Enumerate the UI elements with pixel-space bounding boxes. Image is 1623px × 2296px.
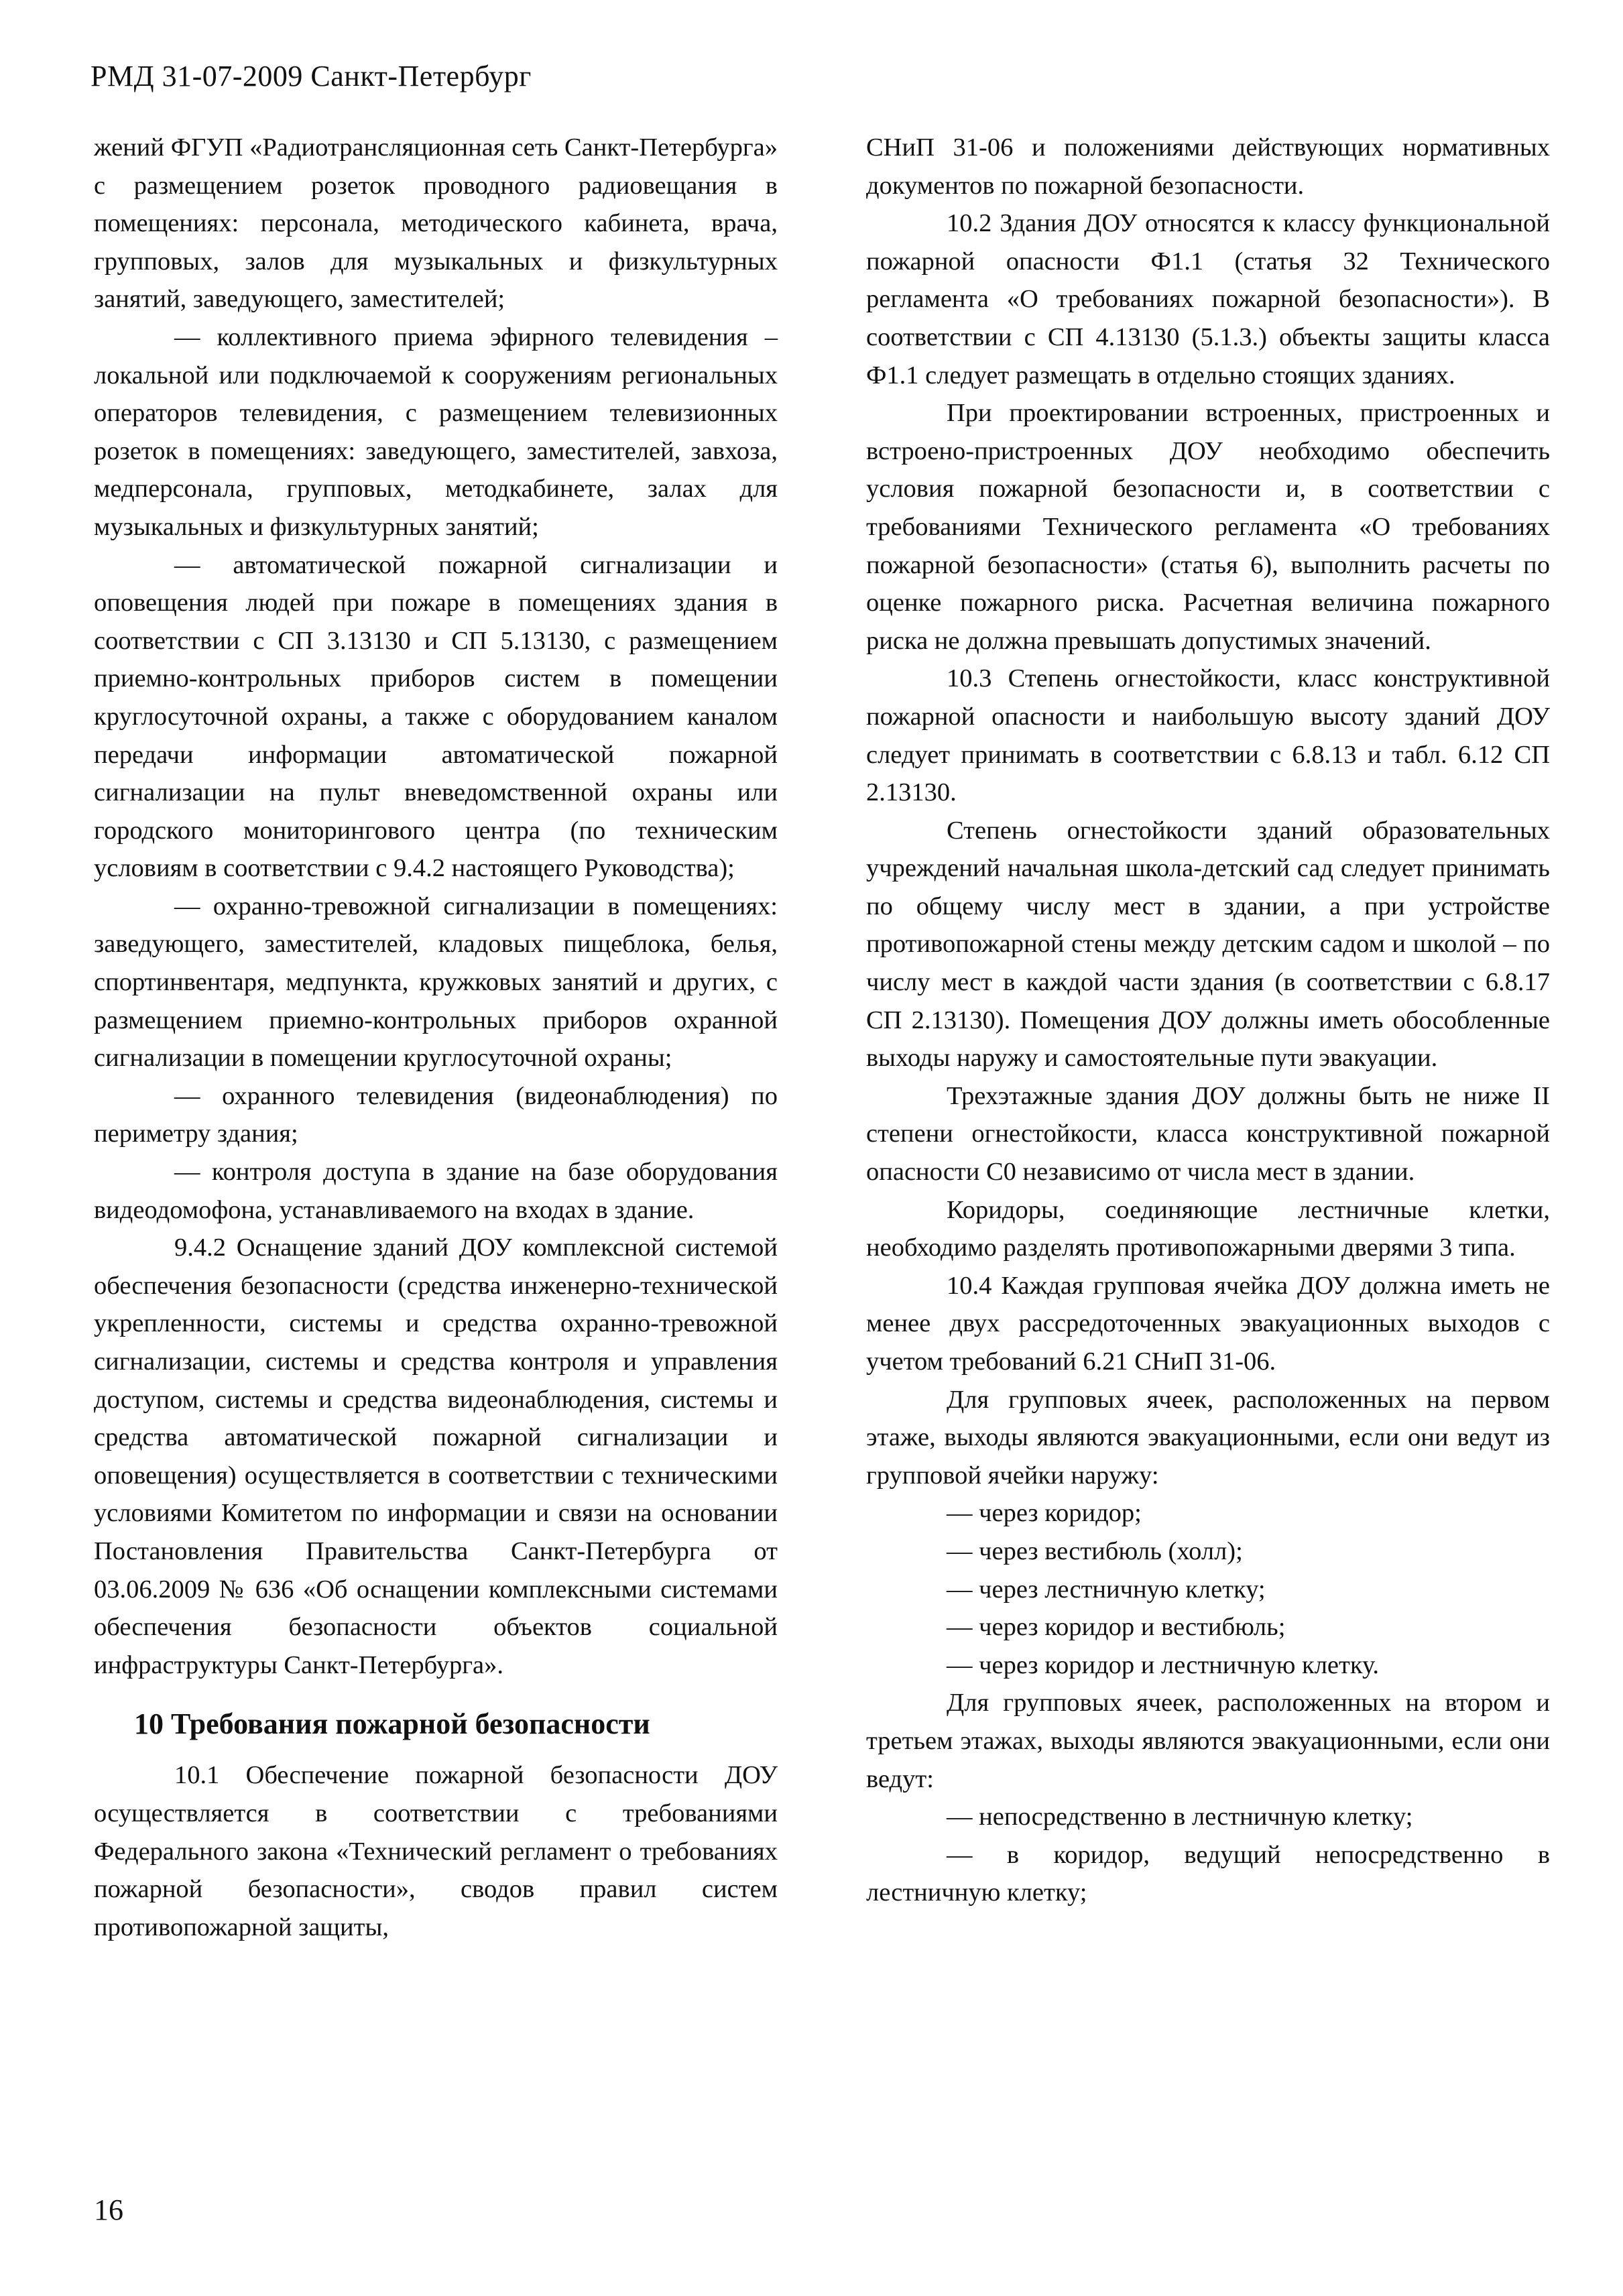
paragraph: При проектировании встроенных, пристроенных и встроено-пристроенных ДОУ необходимо обеспечить условия пожарной безопасности и, в соответствии с требованиями Технического регламента «О требованиях пожарной безопасности» (статья 6), выполнить расчеты по оценке пожарного риска. Расчетная величина пожарного риска не должна превышать допустимых значений. <box>866 399 1550 655</box>
right-column <box>866 129 1550 1912</box>
list-item: — через коридор и вестибюль; <box>947 1613 1286 1642</box>
list-item: — через вестибюль (холл); <box>947 1536 1243 1565</box>
paragraph: 10.3 Степень огнестойкости, класс конструктивной пожарной опасности и наибольшую высоту зданий ДОУ следует принимать в соответствии с 6.8.13 и табл. 6.12 СП 2.13130. <box>866 664 1550 807</box>
list-item: — через лестничную клетку; <box>947 1575 1266 1604</box>
paragraph: Трехэтажные здания ДОУ должны быть не ниже II степени огнестойкости, класса конструктивной пожарной опасности С0 независимо от числа мест в здании. <box>866 1081 1550 1187</box>
paragraph: Для групповых ячеек, расположенных на первом этаже, выходы являются эвакуационными, если они ведут из групповой ячейки наружу: <box>866 1385 1550 1490</box>
paragraph: жений ФГУП «Радиотрансляционная сеть Санкт-Петербурга» с размещением розеток проводного радиовещания в помещениях: персонала, методического кабинета, врача, групповых, залов для музыкальных и физкультурных занятий, заведующего, заместителей; <box>94 133 778 314</box>
page-number: 16 <box>94 2193 123 2226</box>
paragraph: 9.4.2 Оснащение зданий ДОУ комплексной системой обеспечения безопасности (средства инженерно-технической укрепленности, системы и средства охранно-тревожной сигнализации, системы и средства контроля и управления доступом, системы и средства видеонаблюдения, системы и средства автоматической пожарной сигнализации и оповещения) осуществляется в соответствии с техническими условиями Комитетом по информации и связи на основании Постановления Правительства Санкт-Петербурга от 03.06.2009 № 636 «Об оснащении комплексными системами обеспечения безопасности объектов социальной инфраструктуры Санкт-Петербурга». <box>94 1233 778 1679</box>
list-item: — через коридор и лестничную клетку. <box>947 1650 1380 1679</box>
list-item: — охранного телевидения (видеонаблюдения) по периметру здания; <box>94 1081 778 1148</box>
paragraph: Степень огнестойкости зданий образовательных учреждений начальная школа-детский сад следует принимать по общему числу мест в здании, а при устройстве противопожарной стены между детским садом и школой – по числу мест в каждой части здания (в соответствии с 6.8.17 СП 2.13130). Помещения ДОУ должны иметь обособленные выходы наружу и самостоятельные пути эвакуации. <box>866 816 1550 1073</box>
paragraph: СНиП 31-06 и положениями действующих нормативных документов по пожарной безопасности. <box>866 133 1550 200</box>
list-item: — контроля доступа в здание на базе оборудования видеодомофона, устанавливаемого на входах в здание. <box>94 1158 778 1224</box>
list-item: — автоматической пожарной сигнализации и оповещения людей при пожаре в помещениях здания в соответствии с СП 3.13130 и СП 5.13130, с размещением приемно-контрольных приборов систем в помещении круглосуточной охраны, а также с оборудованием каналом передачи информации автоматической пожарной сигнализации на пульт вневедомственной охраны или городского мониторингового центра (по техническим условиям в соответствии с 9.4.2 настоящего Руководства); <box>94 550 778 883</box>
paragraph: 10.4 Каждая групповая ячейка ДОУ должна иметь не менее двух рассредоточенных эвакуационных выходов с учетом требований 6.21 СНиП 31-06. <box>866 1271 1550 1376</box>
page-header: РМД 31-07-2009 Санкт-Петербург <box>91 60 532 93</box>
exit-list <box>866 1494 1550 1684</box>
paragraph: 10.2 Здания ДОУ относятся к классу функциональной пожарной опасности Ф1.1 (статья 32 Технического регламента «О требованиях пожарной безопасности»). В соответствии с СП 4.13130 (5.1.3.) объекты защиты класса Ф1.1 следует размещать в отдельно стоящих зданиях. <box>866 209 1550 389</box>
paragraph: Коридоры, соединяющие лестничные клетки, необходимо разделять противопожарными дверями 3 типа. <box>866 1195 1550 1262</box>
paragraph: Для групповых ячеек, расположенных на втором и третьем этажах, выходы являются эвакуационными, если они ведут: <box>866 1689 1550 1793</box>
list-item: — охранно-тревожной сигнализации в помещениях: заведующего, заместителей, кладовых пищеблока, белья, спортинвентаря, медпункта, кружковых занятий и других, с размещением приемно-контрольных приборов охранной сигнализации в помещении круглосуточной охраны; <box>94 892 778 1073</box>
section-heading: 10 Требования пожарной безопасности <box>134 1707 650 1741</box>
list-item: — в коридор, ведущий непосредственно в лестничную клетку; <box>866 1840 1550 1907</box>
list-item: — через коридор; <box>947 1499 1142 1528</box>
list-item: — коллективного приема эфирного телевидения – локальной или подключаемой к сооружениям региональных операторов телевидения, с размещением телевизионных розеток в помещениях: заведующего, заместителей, завхоза, медперсонала, групповых, методкабинете, залах для музыкальных и физкультурных занятий; <box>94 322 778 541</box>
paragraph: 10.1 Обеспечение пожарной безопасности ДОУ осуществляется в соответствии с требованиями Федерального закона «Технический регламент о требованиях пожарной безопасности», сводов правил систем противопожарной защиты, <box>94 1761 778 1941</box>
left-column <box>94 129 778 1946</box>
list-item: — непосредственно в лестничную клетку; <box>947 1803 1413 1831</box>
